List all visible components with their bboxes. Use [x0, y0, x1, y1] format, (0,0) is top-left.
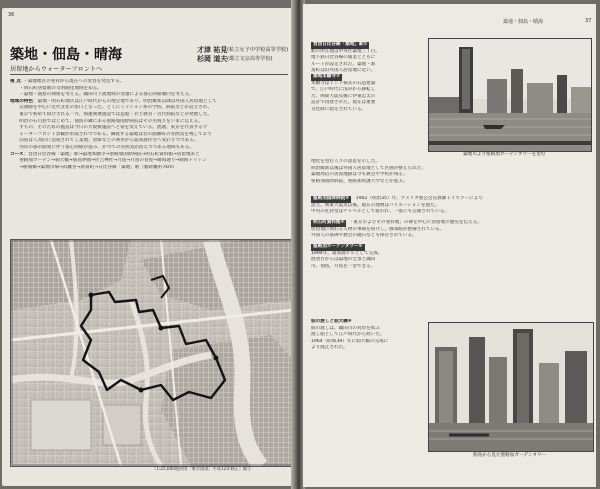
author-affiliation: (私立女子中学校高等学校) — [227, 47, 289, 53]
summary-line: 聖路加ガーデン→佃大橋→佃島界隈→住吉神社→月島→月島の長屋→晴海通り→晴海トリトン — [19, 158, 207, 164]
photo-garden-tower-from-canal — [428, 38, 592, 152]
photo-garden-tower-from-tsukuda — [428, 322, 594, 452]
section-heading: 築地本願寺② — [313, 74, 340, 79]
route-map — [10, 239, 294, 467]
text-column: 明石町資料館④ 「東京およびその発祥地」の碑を中心に居留地の歴史を伝える。 居留地に関わる人物の事績を紹介し、散策路が整備されている。 外国人の墓碑や教会の礎石なども保存されている。 — [311, 220, 482, 239]
summary-line: 宣教師を中心に近代文化の窓口となった。とくにミッション系の学校、病院などが設立され、 — [19, 105, 213, 111]
summary-line: ・明石町居留地の文明開化地域を知る。 — [19, 85, 102, 91]
summary-label: 視 点 — [10, 79, 21, 84]
photo-caption: 築地川より聖路加ガーデンタワーを望む — [463, 152, 546, 157]
summary-line: 河岸の都市開発に伴う都心回帰が進み、かつての雰囲気が消えつつある地域もある。 — [19, 144, 194, 150]
summary-block — [10, 79, 291, 175]
right-page-number: 37 — [585, 18, 592, 24]
author-name: 才津 祐見 — [197, 46, 228, 54]
summary-line: 明治の石川島ではじめて、佃島の隣にある聖路加国際病院はその名残りをいまに伝える。 — [19, 118, 203, 124]
title-rule — [10, 74, 288, 75]
summary-line: →勝鬨橋→築地市場→浜離宮→新富町→日比谷線「築地」駅（総距離約7km） — [19, 164, 178, 170]
section-heading: 聖路加ガーデンタワー⑤ — [313, 244, 363, 249]
summary-line: 旧島は人為的に造成されて工業地、倉庫などの利用から超高層住宅へ変わりつつある。 — [19, 138, 199, 144]
map-caption: （1:25,000地形図「東京南部」平成12年修正）縮小 — [152, 466, 252, 471]
summary-line: 視 点：・築地地区の発祥から現在への変容を発見する。 — [10, 79, 125, 84]
summary-line: すもの、そのための施設は今日の大規模施設へと姿を変えている。流通、東京を代表するウ — [19, 125, 208, 131]
summary-line: 東京で初めて紹介される一方、海運関連施設では造船・兵士教育・近代病院などが発展した。 — [19, 111, 213, 117]
summary-label: コース — [10, 151, 24, 157]
right-page — [303, 4, 596, 487]
section-heading: 明石町資料館④ — [313, 220, 345, 225]
summary-line: ォーターフロント景観が形成されつつある。隣接する築地は昔の漁師町の雰囲気を残しており — [19, 131, 212, 137]
photo-caption: 佃島から見た聖路加ガーデンタワー — [473, 453, 547, 458]
section-heading: 聖路加国際病院③ — [313, 196, 350, 201]
author-row — [197, 46, 293, 55]
text-column: 地化を望む人々の意思を示した。 明治維新以後は外国人居留地として区画が整えられた。 築地周辺の居留地跡は今も教会や学校が残る。 聖路加国際病院、聖路加看護大学などが並ぶ。 — [311, 159, 426, 184]
summary-line: ・築地・佃島の関係を考える。隅田川下流地域の変遷による都心回帰傾向を考える。 — [19, 92, 194, 98]
summary-line: コース：営団日比谷線「築地」駅→築地本願寺→聖路加国際病院→明石町資料館→居留地あと — [10, 151, 200, 157]
text-column: 佃の渡しと佃大橋⑥ 佃の渡しは、隅田川の対岸を結ぶ 渡し船として江戸時代から続いた。 1964（昭和39）年に佃大橋の完成に より廃止された。 — [311, 319, 389, 351]
section-heading: 佃の渡しと佃大橋⑥ — [311, 319, 352, 324]
text-column: 聖路加国際病院③ 1902（明治35）年、アメリカ聖公会宣教師トイスラーにより 設立。関東大震災以後、現在の建物はバリエーションを経た。 中央の礼拝堂はチャペルとして使われ、一般にも公開されている。 — [311, 196, 483, 215]
author-name: 杉岡 道夫 — [197, 55, 228, 63]
author-block — [197, 46, 293, 64]
left-page — [2, 8, 293, 486]
text-column: 築地本願寺② 本願寺はインド様式の石造建築 で、江戸時代に浅草から移転し た。関東大震災後に伊東忠太の 設計で再建された。現在は重要 文化財に指定されている。 — [311, 74, 376, 112]
article-subtitle: 居留地からウォーターフロントへ — [10, 66, 103, 73]
summary-line: 地域の特色：築地・明石町地区は江戸時代からの埋立地であり、明治維新以降は外国人居留地として — [10, 98, 217, 104]
author-affiliation: (都立文京高等学校) — [227, 56, 273, 62]
article-title: 築地・佃島・晴海 — [10, 47, 122, 63]
summary-label: 地域の特色 — [10, 98, 33, 104]
left-page-number: 36 — [8, 12, 15, 18]
text-column: 聖路加ガーデンタワー⑤ 1994年、超高層ビルとして完成。 展望台からは築地の全景と隅田 川、佃島、月島を一望できる。 — [311, 244, 383, 269]
author-row — [197, 55, 293, 64]
section-heading: 営団日比谷線「築地」駅① — [313, 42, 368, 47]
running-head: 築地・佃島・晴海 — [503, 19, 544, 25]
text-column: 営団日比谷線「築地」駅① 駅の所在地は中央区築地三丁目。 地下鉄日比谷線の開業とともに ルートが設定された。築地・新 富町は旧外国人居留地に近い。 — [311, 42, 380, 74]
